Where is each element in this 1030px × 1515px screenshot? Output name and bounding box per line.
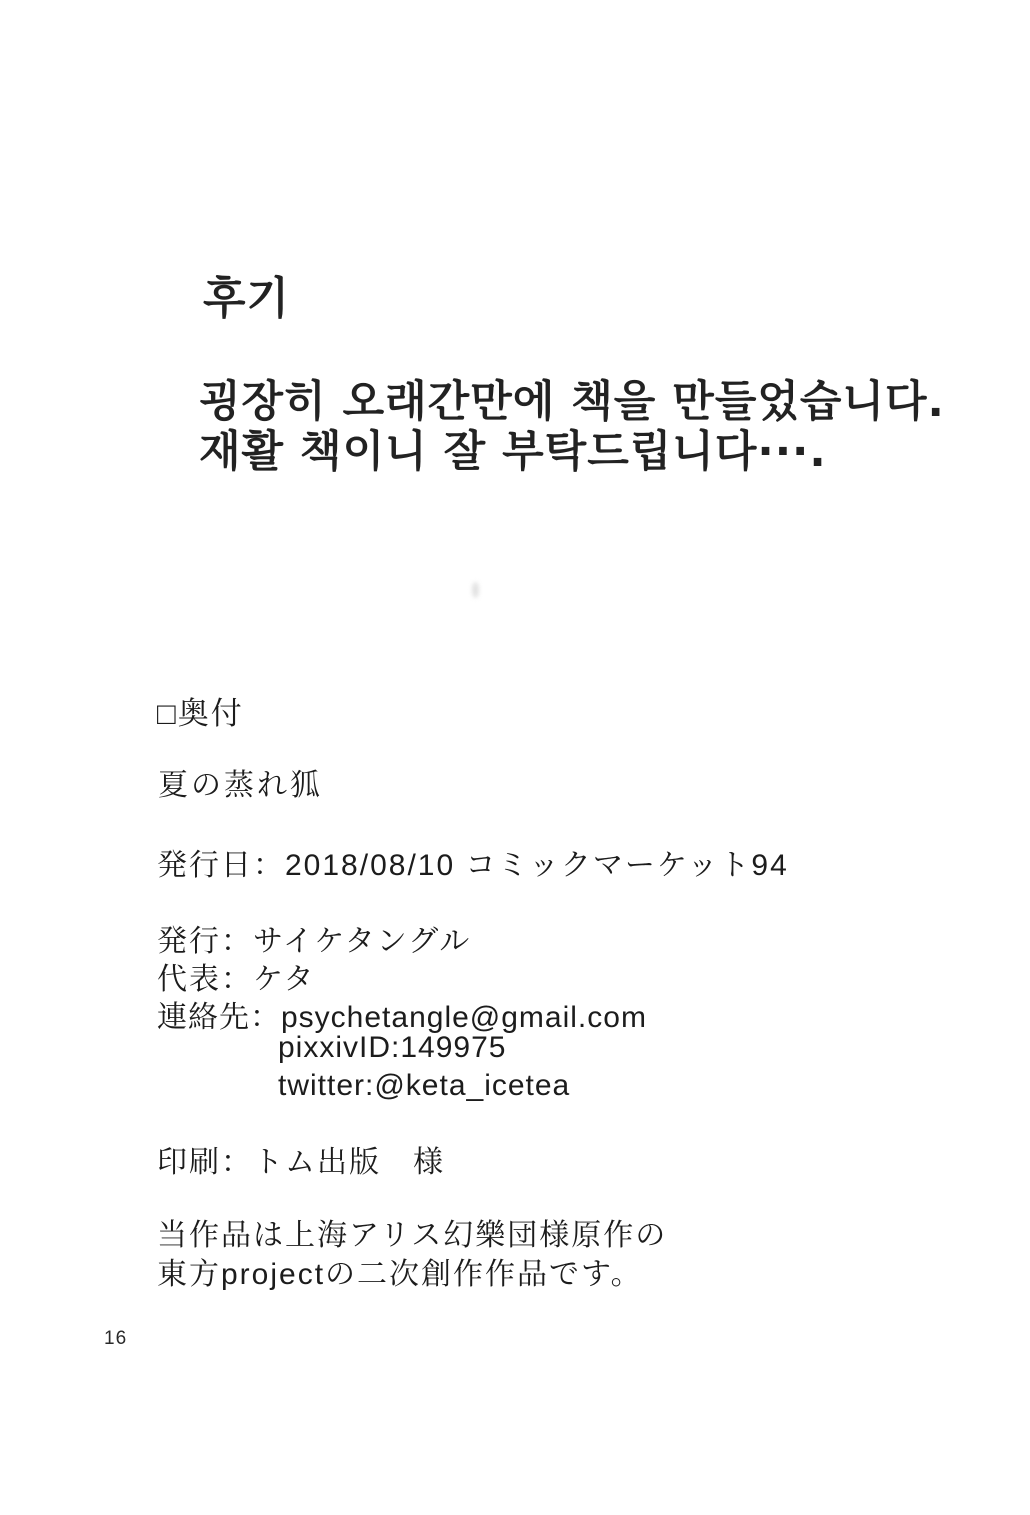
touhou-disclaimer-line: 当作品は上海アリス幻樂団様原作の (157, 1219, 668, 1252)
colophon-section-marker: □奥付 (157, 696, 244, 731)
doujin-title: 夏の蒸れ狐 (158, 769, 323, 802)
afterword-line: 재활 책이니 잘 부탁드립니다···. (199, 427, 827, 477)
afterword-heading: 후기 (203, 273, 291, 324)
afterword-line: 굉장히 오래간만에 책을 만들었습니다. (199, 377, 945, 427)
contact-email-line: 連絡先：psychetangle@gmail.com (157, 1001, 647, 1034)
scan-smudge-artifact (472, 582, 479, 598)
publisher-line: 発行：サイケタングル (157, 925, 472, 958)
page-number: 16 (104, 1328, 128, 1349)
touhou-disclaimer-line: 東方projectの二次創作作品です。 (157, 1258, 643, 1291)
pixiv-id-line: pixxivID:149975 (278, 1031, 507, 1064)
printing-credit-line: 印刷：トム出版 様 (157, 1146, 445, 1179)
publication-date-line: 発行日：2018/08/10 コミックマーケット94 (157, 849, 789, 882)
representative-line: 代表：ケタ (157, 963, 316, 996)
twitter-handle-line: twitter:@keta_icetea (278, 1069, 571, 1102)
